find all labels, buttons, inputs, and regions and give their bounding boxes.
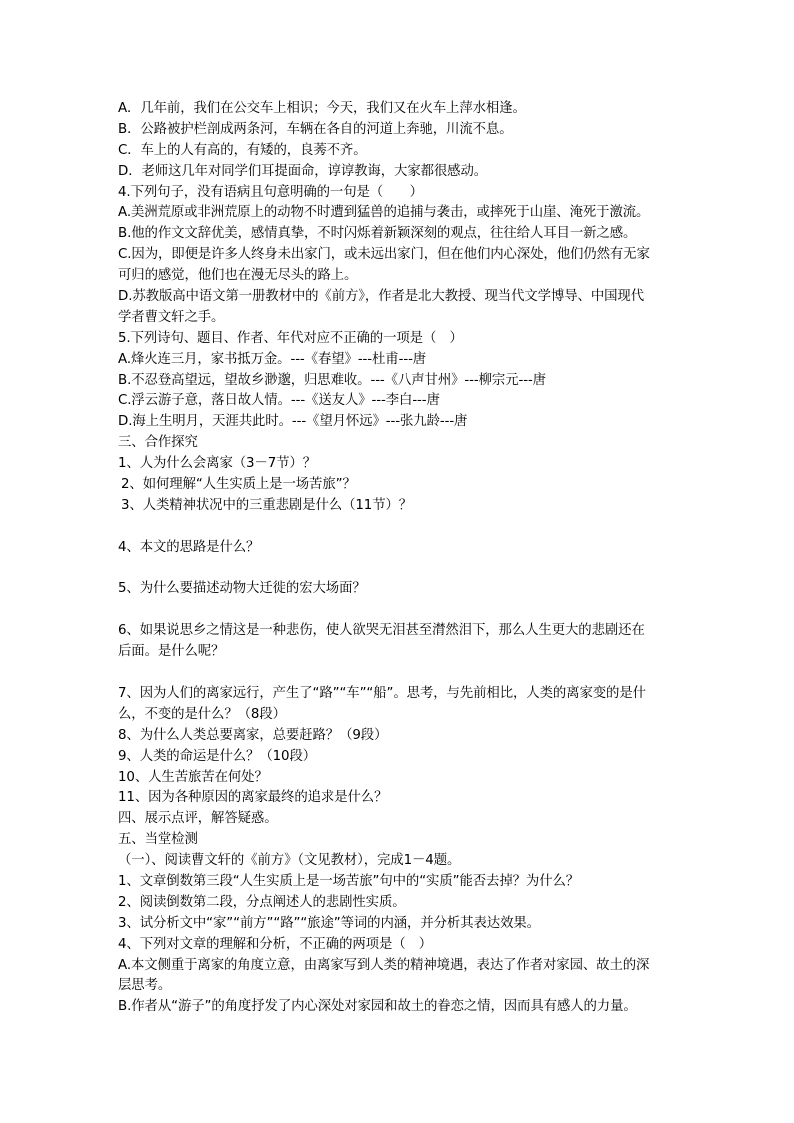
option-d-line: D．老师这几年对同学们耳提面命，谆谆教诲，大家都很感动。 bbox=[118, 163, 488, 179]
reading-instruction: （一）、阅读曹文轩的《前方》（文见教材），完成1－4题。 bbox=[118, 853, 461, 869]
question-5: 5.下列诗句、题目、作者、年代对应不正确的一项是（ ） bbox=[118, 330, 463, 346]
q5-option-d: D.海上生明月，天涯共此时。---《望月怀远》---张九龄---唐 bbox=[118, 414, 468, 430]
explore-q1: 1、人为什么会离家（3－7节）？ bbox=[118, 456, 317, 472]
explore-q6: 6、如果说思乡之情这是一种悲伤，使人欲哭无泪甚至潸然泪下，那么人生更大的悲剧还在 bbox=[118, 623, 645, 639]
question-4: 4.下列句子，没有语病且句意明确的一句是（ ） bbox=[118, 184, 423, 200]
blank-line bbox=[118, 559, 684, 580]
option-b-line: B．公路被护栏剖成两条河，车辆在各自的河道上奔驰，川流不息。 bbox=[118, 121, 513, 137]
test-q4-option-a: A.本文侧重于离家的角度立意，由离家写到人类的精神境遇，表达了作者对家园、故土的深 bbox=[118, 957, 650, 973]
section-heading-4: 四、展示点评，解答疑惑。 bbox=[118, 811, 278, 827]
q4-option-c: C.因为，即便是许多人终身未出家门，或未远出家门，但在他们内心深处，他们仍然有无家 bbox=[118, 247, 650, 263]
explore-q5: 5、为什么要描述动物大迁徙的宏大场面？ bbox=[118, 581, 366, 597]
q4-option-d-cont: 学者曹文轩之手。 bbox=[118, 309, 225, 325]
q4-option-a: A.美洲荒原或非洲荒原上的动物不时遭到猛兽的追捕与袭击，或摔死于山崖、淹死于激流。 bbox=[118, 205, 650, 221]
q4-option-d: D.苏教版高中语文第一册教材中的《前方》，作者是北大教授、现当代文学博导、中国现代 bbox=[118, 289, 644, 305]
explore-q4: 4、本文的思路是什么？ bbox=[118, 539, 260, 555]
blank-line bbox=[118, 517, 684, 538]
test-q3: 3、试分析文中“家”“前方”“路”“旅途”等词的内涵，并分析其表达效果。 bbox=[118, 915, 540, 931]
blank-line bbox=[118, 600, 684, 621]
explore-q10: 10、人生苦旅苦在何处？ bbox=[118, 769, 268, 785]
blank-line bbox=[118, 663, 684, 684]
explore-q7-cont: 么，不变的是什么？（8段） bbox=[118, 706, 286, 722]
test-q4-option-b: B.作者从“游子”的角度抒发了内心深处对家园和故土的眷恋之情，因而具有感人的力量。 bbox=[118, 999, 637, 1015]
section-heading-3: 三、合作探究 bbox=[118, 435, 198, 451]
option-a-line: A．几年前，我们在公交车上相识；今天，我们又在火车上萍水相逢。 bbox=[118, 101, 526, 116]
q5-option-b: B.不忍登高望远，望故乡渺邈，归思难收。---《八声甘州》---柳宗元---唐 bbox=[118, 372, 546, 388]
explore-q8: 8、为什么人类总要离家，总要赶路？（9段） bbox=[118, 727, 388, 743]
explore-q9: 9、人类的命运是什么？（10段） bbox=[118, 748, 317, 764]
q5-option-c: C.浮云游子意，落日故人情。---《送友人》---李白---唐 bbox=[118, 393, 440, 409]
explore-q2: 2、如何理解“人生实质上是一场苦旅”？ bbox=[121, 477, 356, 493]
test-q2: 2、阅读倒数第二段，分点阐述人的悲剧性实质。 bbox=[118, 894, 406, 910]
test-q4-option-a-cont: 层思考。 bbox=[118, 978, 172, 994]
q4-option-b: B.他的作文文辞优美，感情真挚，不时闪烁着新颖深刻的观点，往往给人耳目一新之感。 bbox=[118, 226, 637, 242]
document-page bbox=[118, 99, 684, 1018]
test-q4: 4、下列对文章的理解和分析，不正确的两项是（ ） bbox=[118, 936, 433, 952]
q5-option-a: A.烽火连三月，家书抵万金。---《春望》---杜甫---唐 bbox=[118, 351, 427, 367]
explore-q11: 11、因为各种原因的离家最终的追求是什么？ bbox=[118, 790, 388, 806]
option-c-line: C．车上的人有高的，有矮的，良莠不齐。 bbox=[118, 142, 367, 158]
section-heading-5: 五、当堂检测 bbox=[118, 832, 198, 848]
explore-q6-cont: 后面。是什么呢？ bbox=[118, 644, 225, 660]
explore-q3: 3、人类精神状况中的三重悲剧是什么（11节）？ bbox=[121, 497, 413, 513]
explore-q7: 7、因为人们的离家远行，产生了“路”“车”“船”。思考，与先前相比，人类的离家变的是什 bbox=[118, 685, 646, 701]
test-q1: 1、文章倒数第三段“人生实质上是一场苦旅”句中的“实质”能否去掉？为什么？ bbox=[118, 873, 580, 889]
q4-option-c-cont: 可归的感觉，他们也在漫无尽头的路上。 bbox=[118, 268, 358, 284]
